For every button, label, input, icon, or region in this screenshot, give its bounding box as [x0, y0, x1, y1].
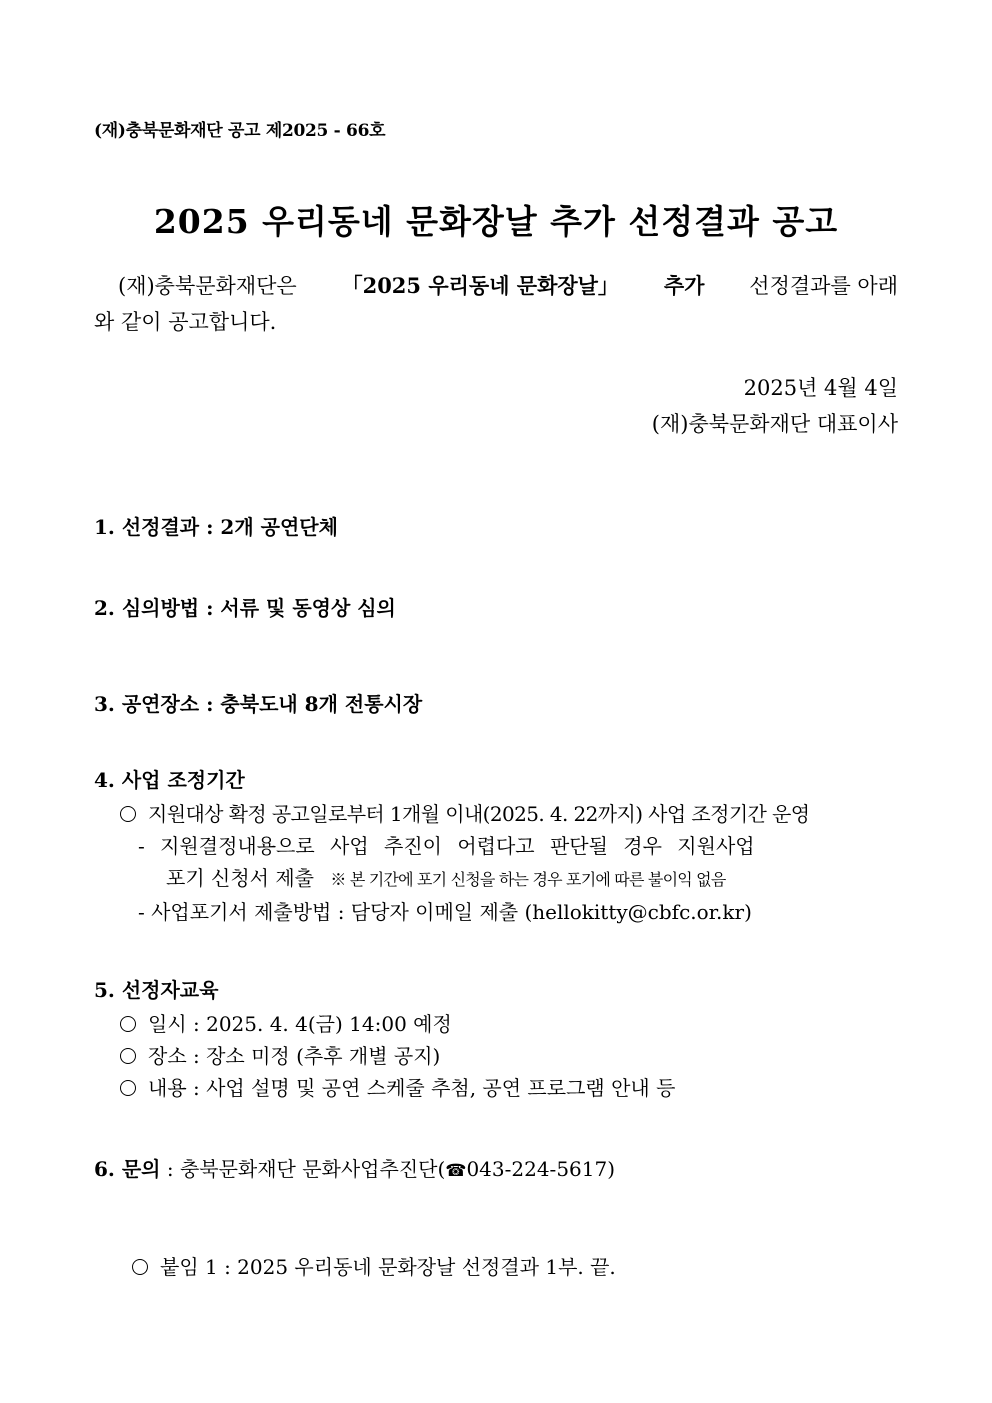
- section-4-dash-1-line-1: - 지원결정내용으로 사업 추진이 어렵다고 판단될 경우 지원사업: [138, 834, 755, 858]
- circle-bullet-icon: [132, 1259, 148, 1275]
- attachment-line: [132, 1251, 616, 1280]
- circle-bullet-icon: [120, 1080, 136, 1096]
- section-6-text: : 충북문화재단 문화사업추진단(: [166, 1157, 446, 1181]
- section-5-item-1: [120, 1008, 452, 1037]
- section-6-label: 6. 문의: [94, 1157, 161, 1181]
- section-6: [94, 1153, 615, 1182]
- section-3: 3. 공연장소 : 충북도내 8개 전통시장: [94, 692, 423, 716]
- intro-paragraph: [94, 268, 898, 340]
- notice-date: 2025년 4월 4일: [743, 376, 898, 400]
- section-1: 1. 선정결과 : 2개 공연단체: [94, 515, 338, 539]
- attachment-text: 붙임 1 : 2025 우리동네 문화장날 선정결과 1부. 끝.: [160, 1255, 616, 1279]
- issuer: (재)충북문화재단 대표이사: [651, 412, 898, 436]
- intro-project-name: 「2025 우리동네 문화장날」: [341, 273, 619, 298]
- page-title: 2025 우리동네 문화장날 추가 선정결과 공고: [153, 202, 839, 241]
- section-4-dash-2: - 사업포기서 제출방법 : 담당자 이메일 제출 (hellokitty@cbfc.or.kr): [138, 900, 752, 924]
- section-5-item-2: [120, 1040, 440, 1069]
- section-5-item-1-text: 일시 : 2025. 4. 4(금) 14:00 예정: [148, 1012, 452, 1036]
- intro-rest: 선정결과를 아래: [749, 274, 898, 298]
- section-4-heading: 4. 사업 조정기간: [94, 768, 245, 792]
- notice-number: (재)충북문화재단 공고 제2025 - 66호: [94, 121, 386, 141]
- intro-bold-word: 추가: [663, 273, 705, 298]
- section-2: 2. 심의방법 : 서류 및 동영상 심의: [94, 596, 396, 620]
- section-5-item-3-text: 내용 : 사업 설명 및 공연 스케줄 추첨, 공연 프로그램 안내 등: [148, 1076, 676, 1100]
- section-4-bullet: [120, 798, 809, 827]
- section-4-bullet-text: 지원대상 확정 공고일로부터 1개월 이내(2025. 4. 22까지) 사업 조정기간 운영: [148, 802, 810, 826]
- section-5-item-3: [120, 1072, 675, 1101]
- section-5-heading: 5. 선정자교육: [94, 978, 219, 1002]
- section-4-dash-1-note: ※ 본 기간에 포기 신청을 하는 경우 포기에 따른 불이익 없음: [330, 870, 726, 889]
- section-6-phone: 043-224-5617): [466, 1157, 616, 1181]
- circle-bullet-icon: [120, 1048, 136, 1064]
- intro-line-2: 와 같이 공고합니다.: [94, 310, 277, 334]
- intro-prefix: (재)충북문화재단은: [118, 274, 297, 298]
- intro-line-1: [94, 268, 898, 304]
- section-5-item-2-text: 장소 : 장소 미정 (추후 개별 공지): [148, 1044, 441, 1068]
- section-4-dash-1-main: 포기 신청서 제출: [166, 866, 314, 890]
- circle-bullet-icon: [120, 806, 136, 822]
- phone-icon: ☎: [445, 1161, 467, 1181]
- section-4-dash-1-line-2: [166, 862, 725, 891]
- circle-bullet-icon: [120, 1016, 136, 1032]
